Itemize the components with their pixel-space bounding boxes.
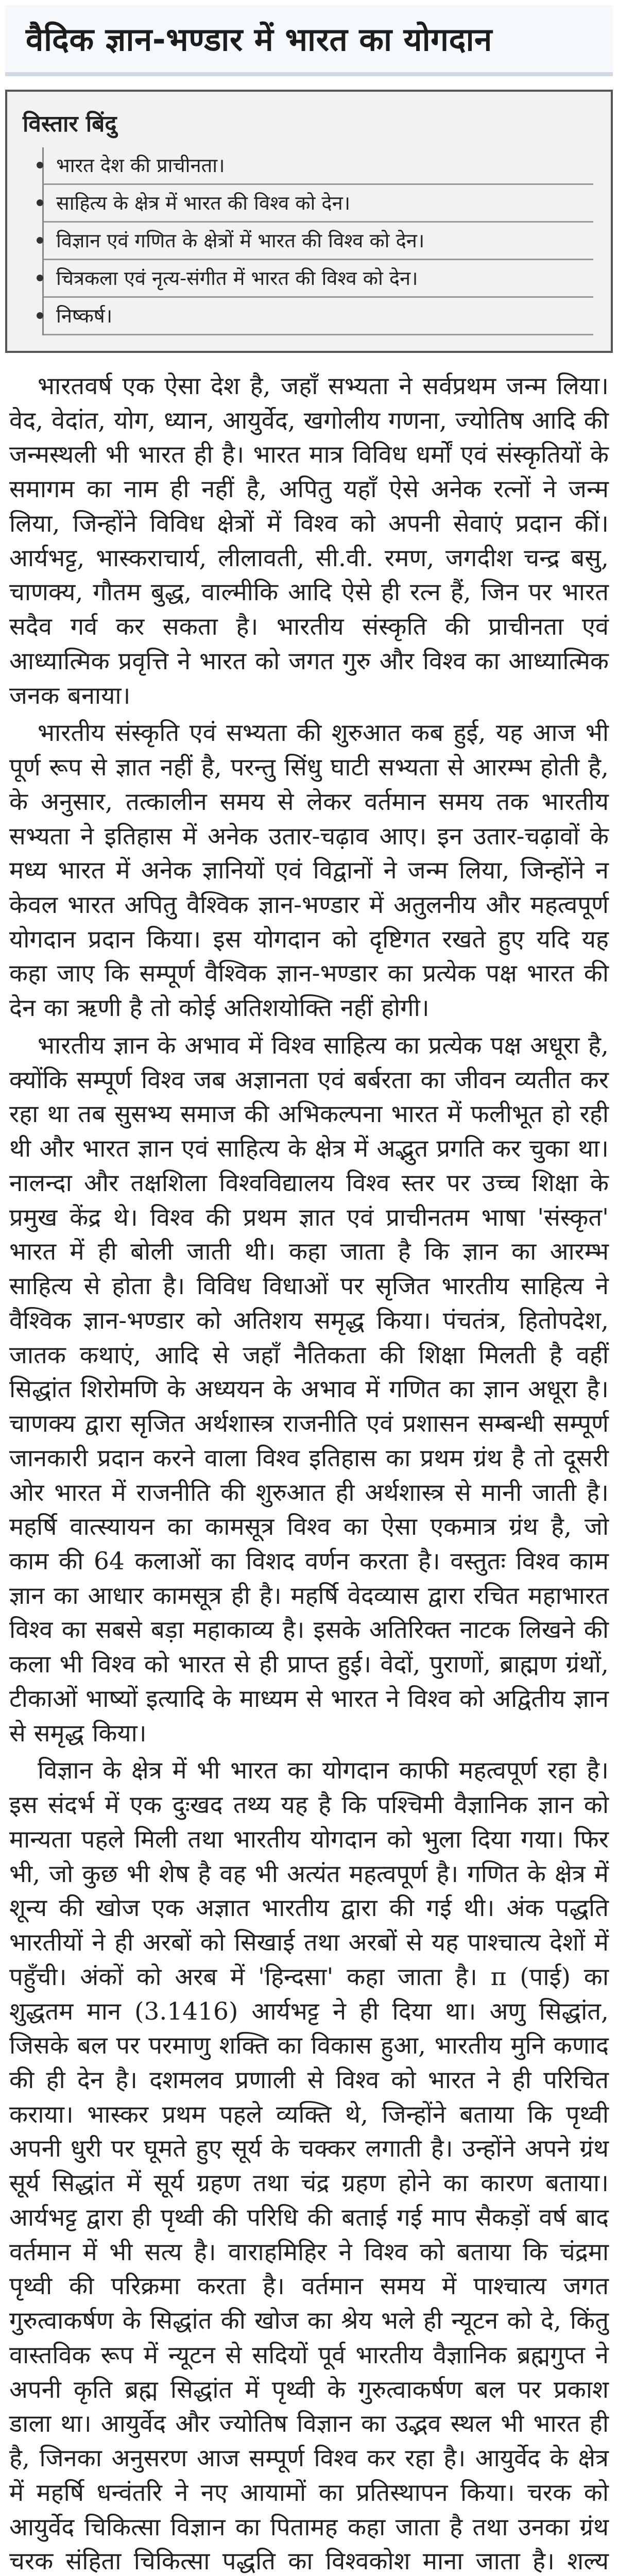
outline-point: भारत देश की प्राचीनता। — [44, 147, 593, 185]
page-title: वैदिक ज्ञान-भण्डार में भारत का योगदान — [5, 5, 613, 76]
paragraph-literature: भारतीय ज्ञान के अभाव में विश्व साहित्य का प्रत्येक पक्ष अधूरा है, क्योंकि सम्पूर्ण विश्व जब अज्ञानता एवं बर्बरता का जीवन व्यतीत कर रहा था तब सुसभ्य समाज की अभिकल्पना भारत में फलीभूत हो रही थी और भारत ज्ञान एवं साहित्य के क्षेत्र में अद्भुत प्रगति कर चुका था। नालन्दा और तक्षशिला विश्वविद्यालय विश्व स्तर पर उच्च शिक्षा के प्रमुख केंद्र थे। विश्व की प्रथम ज्ञात एवं प्राचीनतम भाषा 'संस्कृत' भारत में ही बोली जाती थी। कहा जाता है कि ज्ञान का आरम्भ साहित्य से होता है। विविध विधाओं पर सृजित भारतीय साहित्य ने वैश्विक ज्ञान-भण्डार को अतिशय समृद्ध किया। पंचतंत्र, हितोपदेश, जातक कथाएं, आदि से जहाँ नैतिकता की शिक्षा मिलती है वहीं सिद्धांत शिरोमणि के अध्ययन के अभाव में गणित का ज्ञान अधूरा है। चाणक्य द्वारा सृजित अर्थशास्त्र राजनीति एवं प्रशासन सम्बन्धी सम्पूर्ण जानकारी प्रदान करने वाला विश्व इतिहास का प्रथम ग्रंथ है तो दूसरी ओर भारत में राजनीति की शुरुआत ही अर्थशास्त्र से मानी जाती है। महर्षि वात्स्यायन का कामसूत्र विश्व का ऐसा एकमात्र ग्रंथ है, जो काम की 64 कलाओं का विशद वर्णन करता है। वस्तुतः विश्व काम ज्ञान का आधार कामसूत्र ही है। महर्षि वेदव्यास द्वारा रचित महाभारत विश्व का सबसे बड़ा महाकाव्य है। इसके अतिरिक्त नाटक लिखने की कला भी विश्व को भारत से ही प्राप्त हुई। वेदों, पुराणों, ब्राह्मण ग्रंथों, टीकाओं भाष्यों इत्यादि के माध्यम से भारत ने विश्व को अद्वितीय ज्ञान से समृद्ध किया। — [9, 1031, 609, 1748]
outline-point: विज्ञान एवं गणित के क्षेत्रों में भारत की विश्व को देन। — [44, 223, 593, 260]
paragraph-science: विज्ञान के क्षेत्र में भी भारत का योगदान काफी महत्वपूर्ण रहा है। इस संदर्भ में एक दुःखद तथ्य यह है कि पश्चिमी वैज्ञानिक ज्ञान को मान्यता पहले मिली तथा भारतीय योगदान को भुला दिया गया। फिर भी, जो कुछ भी शेष है वह भी अत्यंत महत्वपूर्ण है। गणित के क्षेत्र में शून्य की खोज एक अज्ञात भारतीय द्वारा की गई थी। अंक पद्धति भारतीयों ने ही अरबों को सिखाई तथा अरबों से यह पाश्चात्य देशों में पहुँची। अंकों को अरब में 'हिन्दसा' कहा जाता है। π (पाई) का शुद्धतम मान (3.1416) आर्यभट्ट ने ही दिया था। अणु सिद्धांत, जिसके बल पर परमाणु शक्ति का विकास हुआ, भारतीय मुनि कणाद की ही देन है। दशमलव प्रणाली से विश्व को भारत ने ही परिचित कराया। भास्कर प्रथम पहले व्यक्ति थे, जिन्होंने बताया कि पृथ्वी अपनी धुरी पर घूमते हुए सूर्य के चक्कर लगाती है। उन्होंने अपने ग्रंथ सूर्य सिद्धांत में सूर्य ग्रहण तथा चंद्र ग्रहण होने का कारण बताया। आर्यभट्ट द्वारा ही पृथ्वी की परिधि की बताई गई माप सैकड़ों वर्ष बाद वर्तमान में भी सत्य है। वाराहमिहिर ने विश्व को बताया कि चंद्रमा पृथ्वी की परिक्रमा करता है। वर्तमान समय में पाश्चात्य जगत गुरुत्वाकर्षण के सिद्धांत की खोज का श्रेय भले ही न्यूटन को दे, किंतु वास्तविक रूप में न्यूटन से सदियों पूर्व भारतीय वैज्ञानिक ब्रह्मगुप्त ने अपनी कृति ब्रह्म सिद्धांत में पृथ्वी के गुरुत्वाकर्षण बल पर प्रकाश डाला था। आयुर्वेद और ज्योतिष विज्ञान का उद्भव स्थल भी भारत ही है, जिनका अनुसरण आज सम्पूर्ण विश्व कर रहा है। आयुर्वेद के क्षेत्र में महर्षि धन्वंतरि ने नए आयामों का प्रतिस्थापन किया। चरक को आयुर्वेद चिकित्सा विज्ञान का पितामह कहा जाता है तथा उनका ग्रंथ चरक संहिता चिकित्सा पद्धति का विश्वकोश माना जाता है। शल्य — [9, 1756, 609, 2576]
outline-heading: विस्तार बिंदु — [23, 111, 117, 137]
outline-point: निष्कर्ष। — [44, 298, 593, 335]
outline-point: साहित्य के क्षेत्र में भारत की विश्व को देन। — [44, 185, 593, 223]
outline-list — [42, 147, 593, 335]
outline-point: चित्रकला एवं नृत्य-संगीत में भारत की विश्व को देन। — [44, 260, 593, 298]
paragraph-intro: भारतवर्ष एक ऐसा देश है, जहाँ सभ्यता ने सर्वप्रथम जन्म लिया। वेद, वेदांत, योग, ध्यान, आयुर्वेद, खगोलीय गणना, ज्योतिष आदि की जन्मस्थली भी भारत ही है। भारत मात्र विविध धर्मों एवं संस्कृतियों के समागम का नाम ही नहीं है, अपितु यहाँ ऐसे अनेक रत्नों ने जन्म लिया, जिन्होंने विविध क्षेत्रों में विश्व को अपनी सेवाएं प्रदान कीं। आर्यभट्ट, भास्कराचार्य, लीलावती, सी.वी. रमण, जगदीश चन्द्र बसु, चाणक्य, गौतम बुद्ध, वाल्मीकि आदि ऐसे ही रत्न हैं, जिन पर भारत सदैव गर्व कर सकता है। भारतीय संस्कृति की प्राचीनता एवं आध्यात्मिक प्रवृत्ति ने भारत को जगत गुरु और विश्व का आध्यात्मिक जनक बनाया। — [9, 372, 609, 710]
essay-body — [5, 369, 613, 2576]
outline-box — [5, 90, 613, 353]
paragraph-history: भारतीय संस्कृति एवं सभ्यता की शुरुआत कब हुई, यह आज भी पूर्ण रूप से ज्ञात नहीं है, परन्तु सिंधु घाटी सभ्यता से आरम्भ होती है, के अनुसार, तत्कालीन समय से लेकर वर्तमान समय तक भारतीय सभ्यता ने इतिहास में अनेक उतार-चढ़ाव आए। इन उतार-चढ़ावों के मध्य भारत में अनेक ज्ञानियों एवं विद्वानों ने जन्म लिया, जिन्होंने न केवल भारत अपितु वैश्विक ज्ञान-भण्डार में अतुलनीय और महत्वपूर्ण योगदान प्रदान किया। इस योगदान को दृष्टिगत रखते हुए यदि यह कहा जाए कि सम्पूर्ण वैश्विक ज्ञान-भण्डार का प्रत्येक पक्ष भारत की देन का ऋणी है तो कोई अतिशयोक्ति नहीं होगी। — [9, 719, 609, 1023]
